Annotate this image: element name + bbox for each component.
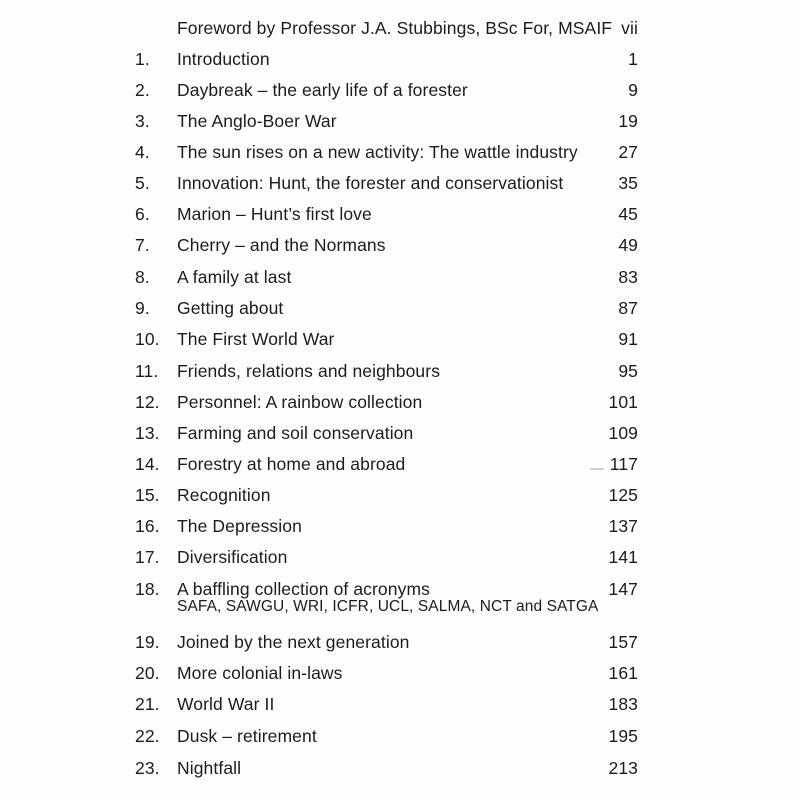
toc-entry-20 bbox=[0, 660, 800, 686]
toc-page-number: 161 bbox=[608, 663, 638, 683]
toc-title: The Anglo-Boer War bbox=[177, 111, 337, 131]
toc-page-number: 195 bbox=[608, 726, 638, 746]
toc-page-number: 183 bbox=[608, 694, 638, 714]
toc-title: Personnel: A rainbow collection bbox=[177, 392, 423, 412]
toc-page-number: 109 bbox=[608, 423, 638, 443]
toc-title: Marion – Hunt’s first love bbox=[177, 204, 372, 224]
toc-page-number: 95 bbox=[618, 361, 638, 381]
toc-title: The sun rises on a new activity: The wattle industry bbox=[177, 142, 578, 162]
toc-entry-4 bbox=[0, 139, 800, 165]
toc-title: Foreword by Professor J.A. Stubbings, BSc For, MSAIF bbox=[177, 18, 613, 38]
toc-title: Forestry at home and abroad bbox=[177, 454, 406, 474]
toc-entry-23 bbox=[0, 755, 800, 781]
toc-entry-3 bbox=[0, 108, 800, 134]
toc-chapter-number: 10. bbox=[135, 329, 160, 349]
toc-entry-19 bbox=[0, 629, 800, 655]
toc-page-number: 141 bbox=[608, 547, 638, 567]
toc-page-number: 101 bbox=[608, 392, 638, 412]
toc-title: Recognition bbox=[177, 485, 271, 505]
toc-chapter-number: 1. bbox=[135, 49, 150, 69]
toc-title: Dusk – retirement bbox=[177, 726, 317, 746]
toc-entry-13 bbox=[0, 420, 800, 446]
toc-subtitle: SAFA, SAWGU, WRI, ICFR, UCL, SALMA, NCT and SATGA bbox=[177, 598, 599, 615]
toc-chapter-number: 9. bbox=[135, 298, 150, 318]
toc-title: Cherry – and the Normans bbox=[177, 235, 386, 255]
toc-page-number: 49 bbox=[618, 235, 638, 255]
toc-chapter-number: 19. bbox=[135, 632, 160, 652]
toc-entry-17 bbox=[0, 544, 800, 570]
toc-chapter-number: 5. bbox=[135, 173, 150, 193]
toc-title: Getting about bbox=[177, 298, 284, 318]
toc-page-number: 27 bbox=[618, 142, 638, 162]
toc-page-number: 87 bbox=[618, 298, 638, 318]
toc-title: Joined by the next generation bbox=[177, 632, 410, 652]
toc-chapter-number: 21. bbox=[135, 694, 160, 714]
toc-title: A baffling collection of acronyms bbox=[177, 579, 430, 599]
toc-chapter-number: 15. bbox=[135, 485, 160, 505]
toc-title: Nightfall bbox=[177, 758, 242, 778]
toc-title: The Depression bbox=[177, 516, 302, 536]
toc-entry-14 bbox=[0, 451, 800, 477]
toc-entry-11 bbox=[0, 358, 800, 384]
toc-page-number: 213 bbox=[608, 758, 638, 778]
toc-title: Farming and soil conservation bbox=[177, 423, 414, 443]
toc-page-number: 83 bbox=[618, 267, 638, 287]
toc-chapter-number: 23. bbox=[135, 758, 160, 778]
toc-chapter-number: 3. bbox=[135, 111, 150, 131]
toc-entry-7 bbox=[0, 232, 800, 258]
toc-entry-5 bbox=[0, 170, 800, 196]
toc-chapter-number: 13. bbox=[135, 423, 160, 443]
toc-title: World War II bbox=[177, 694, 275, 714]
toc-page-number: 35 bbox=[618, 173, 638, 193]
toc-chapter-number: 12. bbox=[135, 392, 160, 412]
toc-title: Innovation: Hunt, the forester and conservationist bbox=[177, 173, 564, 193]
toc-chapter-number: 2. bbox=[135, 80, 150, 100]
toc-page-number: 137 bbox=[608, 516, 638, 536]
toc-entry-1 bbox=[0, 46, 800, 72]
toc-entry-foreword bbox=[0, 15, 800, 41]
toc-page-number: 125 bbox=[608, 485, 638, 505]
toc-title: More colonial in-laws bbox=[177, 663, 343, 683]
toc-entry-21 bbox=[0, 691, 800, 717]
toc-page-number: 19 bbox=[618, 111, 638, 131]
toc-title: Daybreak – the early life of a forester bbox=[177, 80, 468, 100]
toc-chapter-number: 18. bbox=[135, 579, 160, 599]
toc-page-number: 117 bbox=[609, 454, 638, 474]
toc-title: Diversification bbox=[177, 547, 288, 567]
toc-entry-9 bbox=[0, 295, 800, 321]
toc-entry-6 bbox=[0, 201, 800, 227]
toc-page-number: 91 bbox=[618, 329, 638, 349]
toc-page-number: 147 bbox=[608, 579, 638, 599]
toc-page-number: 9 bbox=[628, 80, 638, 100]
toc-chapter-number: 7. bbox=[135, 235, 150, 255]
toc-entry-16 bbox=[0, 513, 800, 539]
toc-entry-2 bbox=[0, 77, 800, 103]
toc-title: A family at last bbox=[177, 267, 292, 287]
toc-title: Friends, relations and neighbours bbox=[177, 361, 441, 381]
toc-chapter-number: 6. bbox=[135, 204, 150, 224]
toc-chapter-number: 14. bbox=[135, 454, 160, 474]
toc-entry-15 bbox=[0, 482, 800, 508]
toc-entry-18 bbox=[0, 576, 800, 615]
toc-page-number: 157 bbox=[608, 632, 638, 652]
toc-page-number: 1 bbox=[628, 49, 638, 69]
toc-title: The First World War bbox=[177, 329, 335, 349]
toc-chapter-number: 4. bbox=[135, 142, 150, 162]
toc-chapter-number: 20. bbox=[135, 663, 160, 683]
toc-chapter-number: 11. bbox=[135, 361, 159, 381]
toc-entry-10 bbox=[0, 326, 800, 352]
toc-chapter-number: 22. bbox=[135, 726, 160, 746]
toc-chapter-number: 17. bbox=[135, 547, 160, 567]
toc-chapter-number: 16. bbox=[135, 516, 160, 536]
toc-page-number: 45 bbox=[618, 204, 638, 224]
toc-entry-8 bbox=[0, 264, 800, 290]
toc-chapter-number: 8. bbox=[135, 267, 150, 287]
toc-entry-22 bbox=[0, 723, 800, 749]
toc-page-number: vii bbox=[621, 18, 638, 38]
toc-entry-12 bbox=[0, 389, 800, 415]
toc-title: Introduction bbox=[177, 49, 270, 69]
scan-speck bbox=[590, 468, 604, 470]
